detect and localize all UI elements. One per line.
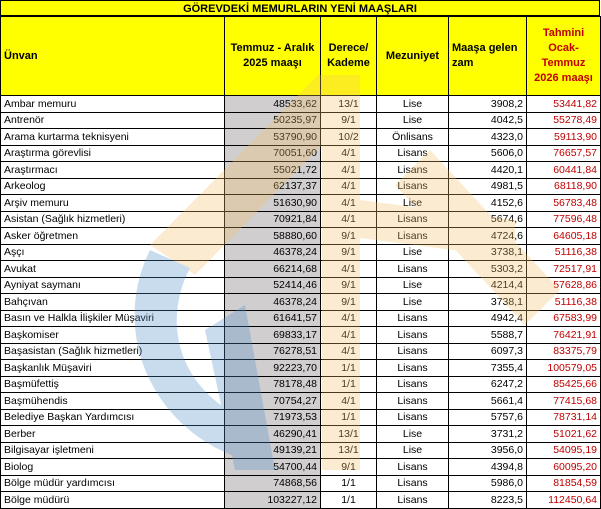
table-row	[1, 459, 601, 476]
cell-degree-step: 4/1	[321, 162, 377, 179]
table-row	[1, 178, 601, 195]
header-raise: Maaşa gelen zam	[449, 17, 527, 96]
cell-estimated-salary: 64605,18	[527, 228, 601, 245]
cell-estimated-salary: 57628,86	[527, 277, 601, 294]
cell-education: Lisans	[377, 211, 449, 228]
table-row	[1, 327, 601, 344]
header-estimated-salary: Tahmini Ocak-Temmuz 2026 maaşı	[527, 17, 601, 96]
cell-degree-step: 13/1	[321, 442, 377, 459]
cell-estimated-salary: 53441,82	[527, 96, 601, 113]
cell-raise: 5674,6	[449, 211, 527, 228]
cell-current-salary: 103227,12	[225, 492, 321, 509]
cell-unvan: Arama kurtarma teknisyeni	[1, 129, 225, 146]
cell-raise: 5986,0	[449, 475, 527, 492]
cell-education: Lise	[377, 244, 449, 261]
cell-education: Lise	[377, 426, 449, 443]
cell-estimated-salary: 56783,48	[527, 195, 601, 212]
cell-education: Lise	[377, 277, 449, 294]
cell-raise: 3738,1	[449, 294, 527, 311]
cell-raise: 3738,1	[449, 244, 527, 261]
cell-education: Lisans	[377, 409, 449, 426]
cell-unvan: Asker öğretmen	[1, 228, 225, 245]
cell-current-salary: 76278,51	[225, 343, 321, 360]
table-row	[1, 343, 601, 360]
cell-current-salary: 69833,17	[225, 327, 321, 344]
cell-raise: 3731,2	[449, 426, 527, 443]
table-row	[1, 475, 601, 492]
cell-estimated-salary: 60095,20	[527, 459, 601, 476]
header-row	[1, 17, 601, 96]
cell-raise: 5303,2	[449, 261, 527, 278]
cell-current-salary: 62137,37	[225, 178, 321, 195]
cell-estimated-salary: 55278,49	[527, 112, 601, 129]
cell-unvan: Bilgisayar işletmeni	[1, 442, 225, 459]
cell-unvan: Bahçıvan	[1, 294, 225, 311]
cell-current-salary: 46378,24	[225, 294, 321, 311]
cell-current-salary: 49139,21	[225, 442, 321, 459]
table-row	[1, 310, 601, 327]
cell-education: Lisans	[377, 492, 449, 509]
cell-estimated-salary: 77415,68	[527, 393, 601, 410]
cell-education: Lise	[377, 195, 449, 212]
cell-degree-step: 4/1	[321, 145, 377, 162]
cell-estimated-salary: 51116,38	[527, 294, 601, 311]
cell-current-salary: 50235,97	[225, 112, 321, 129]
cell-unvan: Bölge müdürü	[1, 492, 225, 509]
cell-current-salary: 51630,90	[225, 195, 321, 212]
cell-education: Lisans	[377, 343, 449, 360]
cell-degree-step: 4/1	[321, 310, 377, 327]
cell-degree-step: 10/2	[321, 129, 377, 146]
cell-current-salary: 54700,44	[225, 459, 321, 476]
cell-estimated-salary: 83375,79	[527, 343, 601, 360]
cell-estimated-salary: 76421,91	[527, 327, 601, 344]
cell-degree-step: 9/1	[321, 277, 377, 294]
table-row	[1, 393, 601, 410]
cell-degree-step: 13/1	[321, 426, 377, 443]
cell-unvan: Bölge müdür yardımcısı	[1, 475, 225, 492]
cell-current-salary: 55021,72	[225, 162, 321, 179]
cell-degree-step: 13/1	[321, 96, 377, 113]
cell-education: Lisans	[377, 459, 449, 476]
cell-education: Lisans	[377, 360, 449, 377]
cell-unvan: Araştırmacı	[1, 162, 225, 179]
table-row	[1, 277, 601, 294]
table-row	[1, 129, 601, 146]
cell-raise: 4724,6	[449, 228, 527, 245]
cell-current-salary: 70921,84	[225, 211, 321, 228]
cell-raise: 5661,4	[449, 393, 527, 410]
header-current-salary: Temmuz - Aralık 2025 maaşı	[225, 17, 321, 96]
salary-table	[0, 16, 601, 509]
table-row	[1, 442, 601, 459]
cell-current-salary: 61641,57	[225, 310, 321, 327]
table-row	[1, 376, 601, 393]
table-row	[1, 294, 601, 311]
cell-degree-step: 4/1	[321, 393, 377, 410]
cell-estimated-salary: 51116,38	[527, 244, 601, 261]
table-row	[1, 261, 601, 278]
table-row	[1, 228, 601, 245]
table-row	[1, 112, 601, 129]
table-row	[1, 426, 601, 443]
cell-estimated-salary: 72517,91	[527, 261, 601, 278]
cell-unvan: Başmüfettiş	[1, 376, 225, 393]
cell-current-salary: 58880,60	[225, 228, 321, 245]
cell-raise: 6247,2	[449, 376, 527, 393]
cell-degree-step: 4/1	[321, 261, 377, 278]
cell-degree-step: 4/1	[321, 211, 377, 228]
cell-unvan: Başkomiser	[1, 327, 225, 344]
cell-estimated-salary: 76657,57	[527, 145, 601, 162]
cell-estimated-salary: 59113,90	[527, 129, 601, 146]
cell-unvan: Ambar memuru	[1, 96, 225, 113]
cell-estimated-salary: 81854,59	[527, 475, 601, 492]
cell-degree-step: 4/1	[321, 343, 377, 360]
cell-unvan: Başkanlık Müşaviri	[1, 360, 225, 377]
table-row	[1, 195, 601, 212]
cell-degree-step: 1/1	[321, 492, 377, 509]
cell-current-salary: 48533,62	[225, 96, 321, 113]
cell-raise: 4394,8	[449, 459, 527, 476]
cell-raise: 3956,0	[449, 442, 527, 459]
cell-current-salary: 78178,48	[225, 376, 321, 393]
table-row	[1, 492, 601, 509]
cell-current-salary: 46378,24	[225, 244, 321, 261]
cell-estimated-salary: 100579,05	[527, 360, 601, 377]
cell-raise: 5757,6	[449, 409, 527, 426]
cell-education: Lise	[377, 294, 449, 311]
cell-unvan: Biolog	[1, 459, 225, 476]
cell-raise: 4152,6	[449, 195, 527, 212]
cell-current-salary: 70754,27	[225, 393, 321, 410]
cell-raise: 4942,4	[449, 310, 527, 327]
cell-raise: 7355,4	[449, 360, 527, 377]
cell-education: Lisans	[377, 145, 449, 162]
cell-estimated-salary: 85425,66	[527, 376, 601, 393]
cell-raise: 5606,0	[449, 145, 527, 162]
table-row	[1, 211, 601, 228]
cell-current-salary: 52414,46	[225, 277, 321, 294]
cell-education: Lisans	[377, 475, 449, 492]
cell-unvan: Ayniyat saymanı	[1, 277, 225, 294]
cell-education: Lise	[377, 112, 449, 129]
cell-education: Lisans	[377, 393, 449, 410]
cell-degree-step: 9/1	[321, 112, 377, 129]
cell-education: Lise	[377, 96, 449, 113]
cell-unvan: Başasistan (Sağlık hizmetleri)	[1, 343, 225, 360]
cell-current-salary: 74868,56	[225, 475, 321, 492]
cell-education: Lisans	[377, 228, 449, 245]
cell-current-salary: 66214,68	[225, 261, 321, 278]
cell-current-salary: 46290,41	[225, 426, 321, 443]
cell-education: Lisans	[377, 310, 449, 327]
cell-education: Önlisans	[377, 129, 449, 146]
cell-raise: 8223,5	[449, 492, 527, 509]
cell-unvan: Başmühendis	[1, 393, 225, 410]
cell-unvan: Belediye Başkan Yardımcısı	[1, 409, 225, 426]
cell-current-salary: 70051,60	[225, 145, 321, 162]
cell-raise: 4042,5	[449, 112, 527, 129]
cell-degree-step: 9/1	[321, 244, 377, 261]
cell-raise: 3908,2	[449, 96, 527, 113]
cell-degree-step: 9/1	[321, 459, 377, 476]
cell-unvan: Berber	[1, 426, 225, 443]
cell-degree-step: 1/1	[321, 475, 377, 492]
cell-degree-step: 9/1	[321, 294, 377, 311]
cell-degree-step: 4/1	[321, 178, 377, 195]
table-row	[1, 360, 601, 377]
cell-degree-step: 4/1	[321, 327, 377, 344]
table-row	[1, 244, 601, 261]
cell-raise: 5588,7	[449, 327, 527, 344]
cell-unvan: Arşiv memuru	[1, 195, 225, 212]
cell-degree-step: 1/1	[321, 360, 377, 377]
cell-education: Lisans	[377, 178, 449, 195]
cell-unvan: Aşçı	[1, 244, 225, 261]
cell-raise: 4981,5	[449, 178, 527, 195]
cell-estimated-salary: 54095,19	[527, 442, 601, 459]
cell-raise: 4323,0	[449, 129, 527, 146]
cell-raise: 6097,3	[449, 343, 527, 360]
table-row	[1, 409, 601, 426]
cell-education: Lisans	[377, 327, 449, 344]
cell-unvan: Arkeolog	[1, 178, 225, 195]
cell-education: Lise	[377, 442, 449, 459]
cell-education: Lisans	[377, 376, 449, 393]
cell-estimated-salary: 112450,64	[527, 492, 601, 509]
header-unvan: Ünvan	[1, 17, 225, 96]
cell-raise: 4214,4	[449, 277, 527, 294]
cell-unvan: Asistan (Sağlık hizmetleri)	[1, 211, 225, 228]
table-body	[1, 96, 601, 509]
cell-education: Lisans	[377, 261, 449, 278]
cell-raise: 4420,1	[449, 162, 527, 179]
cell-unvan: Araştırma görevlisi	[1, 145, 225, 162]
header-education: Mezuniyet	[377, 17, 449, 96]
table-row	[1, 145, 601, 162]
cell-degree-step: 1/1	[321, 376, 377, 393]
cell-estimated-salary: 60441,84	[527, 162, 601, 179]
cell-unvan: Avukat	[1, 261, 225, 278]
cell-estimated-salary: 68118,90	[527, 178, 601, 195]
cell-estimated-salary: 78731,14	[527, 409, 601, 426]
sheet-title: GÖREVDEKİ MEMURLARIN YENİ MAAŞLARI	[0, 0, 600, 16]
cell-degree-step: 4/1	[321, 195, 377, 212]
cell-current-salary: 71973,53	[225, 409, 321, 426]
cell-unvan: Basın ve Halkla İlişkiler Müşaviri	[1, 310, 225, 327]
cell-estimated-salary: 67583,99	[527, 310, 601, 327]
cell-degree-step: 9/1	[321, 228, 377, 245]
table-row	[1, 162, 601, 179]
cell-estimated-salary: 77596,48	[527, 211, 601, 228]
cell-current-salary: 92223,70	[225, 360, 321, 377]
cell-estimated-salary: 51021,62	[527, 426, 601, 443]
cell-unvan: Antrenör	[1, 112, 225, 129]
cell-education: Lisans	[377, 162, 449, 179]
header-degree-step: Derece/ Kademe	[321, 17, 377, 96]
table-row	[1, 96, 601, 113]
cell-current-salary: 53790,90	[225, 129, 321, 146]
cell-degree-step: 1/1	[321, 409, 377, 426]
